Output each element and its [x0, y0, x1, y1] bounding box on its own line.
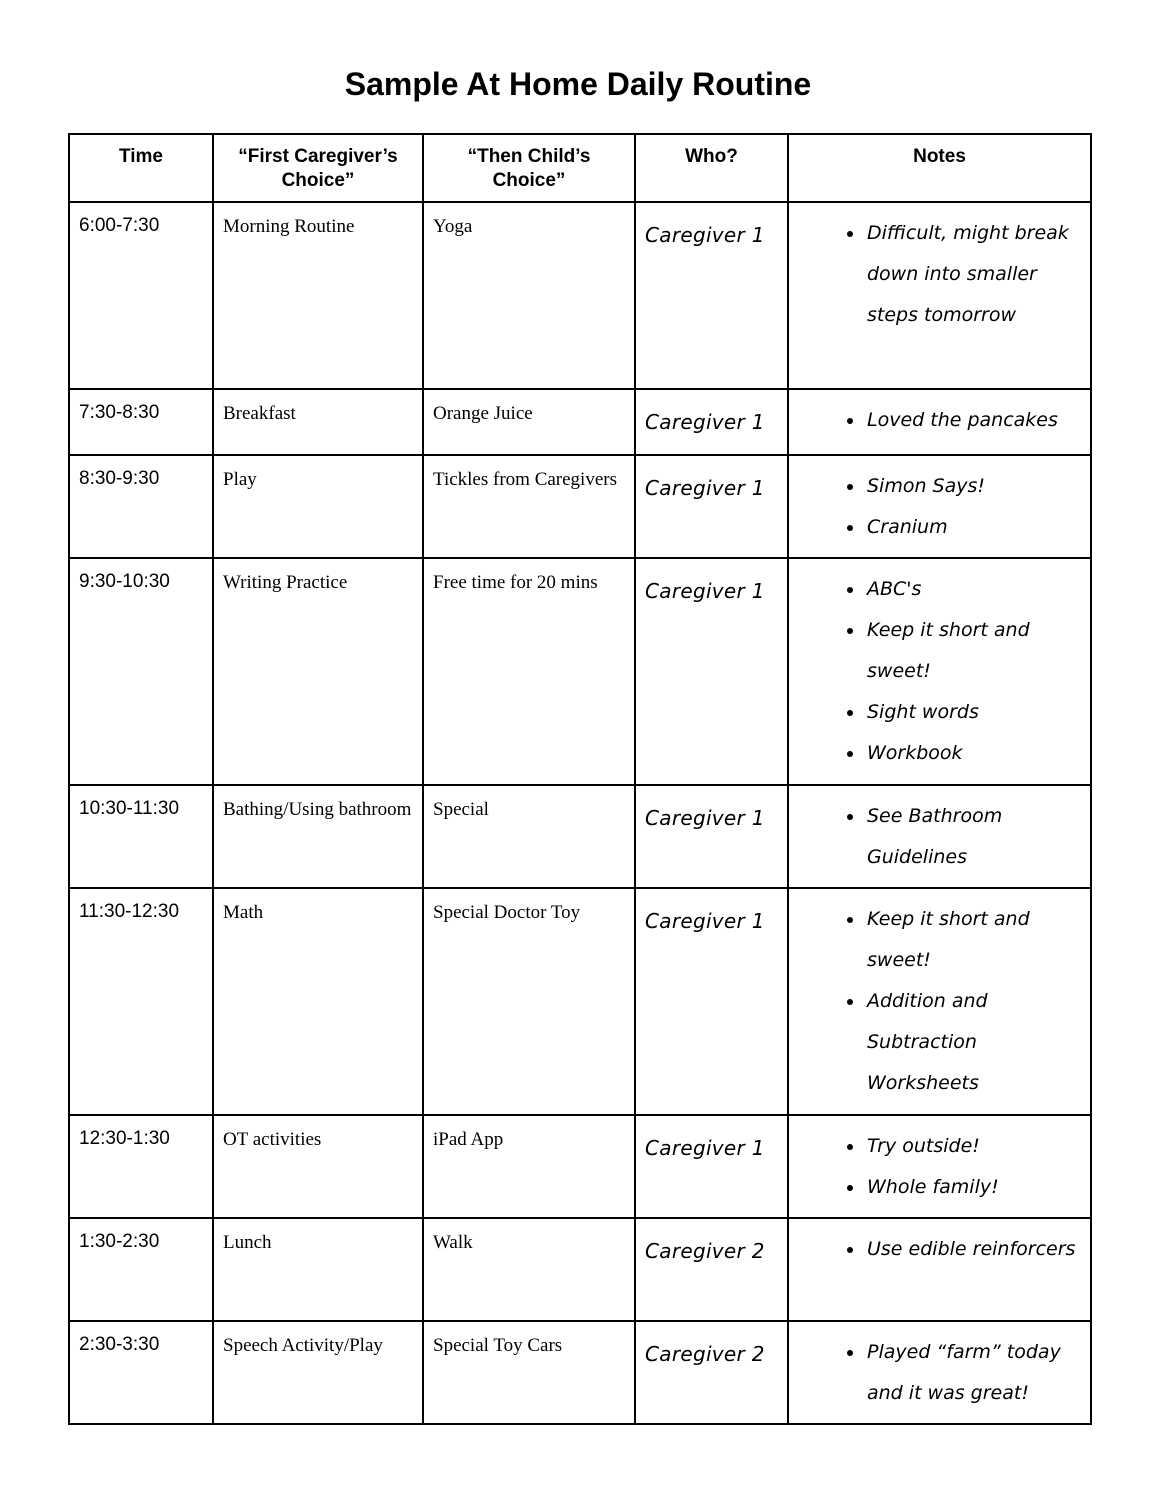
first-choice-cell: OT activities — [213, 1115, 423, 1218]
note-item: • Try outside! — [865, 1126, 1080, 1167]
time-cell: 2:30-3:30 — [69, 1321, 213, 1424]
who-cell: Caregiver 2 — [635, 1218, 788, 1321]
header-notes: Notes — [788, 134, 1091, 202]
table-row — [69, 389, 1091, 455]
header-time: Time — [69, 134, 213, 202]
routine-table — [68, 133, 1092, 1425]
note-item: • Sight words — [865, 692, 1080, 733]
table-row — [69, 1115, 1091, 1218]
who-cell: Caregiver 1 — [635, 389, 788, 455]
note-item: • Loved the pancakes — [865, 400, 1080, 441]
first-choice-cell: Breakfast — [213, 389, 423, 455]
notes-cell — [788, 1321, 1091, 1424]
notes-cell — [788, 202, 1091, 389]
then-choice-cell: Special Doctor Toy — [423, 888, 635, 1115]
note-item: • Simon Says! — [865, 466, 1080, 507]
first-choice-cell: Morning Routine — [213, 202, 423, 389]
notes-cell — [788, 455, 1091, 558]
notes-cell — [788, 888, 1091, 1115]
then-choice-cell: Free time for 20 mins — [423, 558, 635, 785]
notes-list — [789, 466, 1080, 548]
notes-list — [789, 569, 1080, 774]
header-who: Who? — [635, 134, 788, 202]
notes-cell — [788, 1115, 1091, 1218]
header-first-choice: “First Caregiver’s Choice” — [213, 134, 423, 202]
note-item: • ABC's — [865, 569, 1080, 610]
who-cell: Caregiver 1 — [635, 888, 788, 1115]
notes-list — [789, 796, 1080, 878]
then-choice-cell: Yoga — [423, 202, 635, 389]
table-row — [69, 558, 1091, 785]
notes-list — [789, 1332, 1080, 1414]
time-cell: 11:30-12:30 — [69, 888, 213, 1115]
first-choice-cell: Speech Activity/Play — [213, 1321, 423, 1424]
page-title: Sample At Home Daily Routine — [344, 66, 812, 102]
notes-list — [789, 1229, 1080, 1270]
header-then-choice: “Then Child’s Choice” — [423, 134, 635, 202]
who-cell: Caregiver 1 — [635, 1115, 788, 1218]
time-cell: 10:30-11:30 — [69, 785, 213, 888]
notes-list — [789, 400, 1080, 441]
first-choice-cell: Bathing/Using bathroom — [213, 785, 423, 888]
who-cell: Caregiver 1 — [635, 202, 788, 389]
note-item: • Addition and Subtraction Worksheets — [865, 981, 1080, 1104]
table-row — [69, 455, 1091, 558]
table-row — [69, 785, 1091, 888]
notes-list — [789, 213, 1080, 336]
who-cell: Caregiver 1 — [635, 785, 788, 888]
time-cell: 6:00-7:30 — [69, 202, 213, 389]
note-item: • Difficult, might break down into smaller steps tomorrow — [865, 213, 1080, 336]
time-cell: 12:30-1:30 — [69, 1115, 213, 1218]
note-item: • Cranium — [865, 507, 1080, 548]
note-item: • See Bathroom Guidelines — [865, 796, 1080, 878]
notes-list — [789, 899, 1080, 1104]
notes-cell — [788, 785, 1091, 888]
then-choice-cell: Walk — [423, 1218, 635, 1321]
who-cell: Caregiver 2 — [635, 1321, 788, 1424]
table-row — [69, 1218, 1091, 1321]
note-item: • Whole family! — [865, 1167, 1080, 1208]
table-row — [69, 202, 1091, 389]
note-item: • Played “farm” today and it was great! — [865, 1332, 1080, 1414]
first-choice-cell: Play — [213, 455, 423, 558]
time-cell: 9:30-10:30 — [69, 558, 213, 785]
who-cell: Caregiver 1 — [635, 455, 788, 558]
note-item: • Keep it short and sweet! — [865, 610, 1080, 692]
note-item: • Use edible reinforcers — [865, 1229, 1080, 1270]
then-choice-cell: iPad App — [423, 1115, 635, 1218]
who-cell: Caregiver 1 — [635, 558, 788, 785]
header-row — [69, 134, 1091, 202]
time-cell: 1:30-2:30 — [69, 1218, 213, 1321]
then-choice-cell: Special Toy Cars — [423, 1321, 635, 1424]
note-item: • Workbook — [865, 733, 1080, 774]
time-cell: 8:30-9:30 — [69, 455, 213, 558]
then-choice-cell: Tickles from Caregivers — [423, 455, 635, 558]
notes-list — [789, 1126, 1080, 1208]
first-choice-cell: Writing Practice — [213, 558, 423, 785]
time-cell: 7:30-8:30 — [69, 389, 213, 455]
notes-cell — [788, 558, 1091, 785]
note-item: • Keep it short and sweet! — [865, 899, 1080, 981]
notes-cell — [788, 1218, 1091, 1321]
then-choice-cell: Special — [423, 785, 635, 888]
then-choice-cell: Orange Juice — [423, 389, 635, 455]
table-row — [69, 1321, 1091, 1424]
first-choice-cell: Lunch — [213, 1218, 423, 1321]
table-row — [69, 888, 1091, 1115]
first-choice-cell: Math — [213, 888, 423, 1115]
notes-cell — [788, 389, 1091, 455]
